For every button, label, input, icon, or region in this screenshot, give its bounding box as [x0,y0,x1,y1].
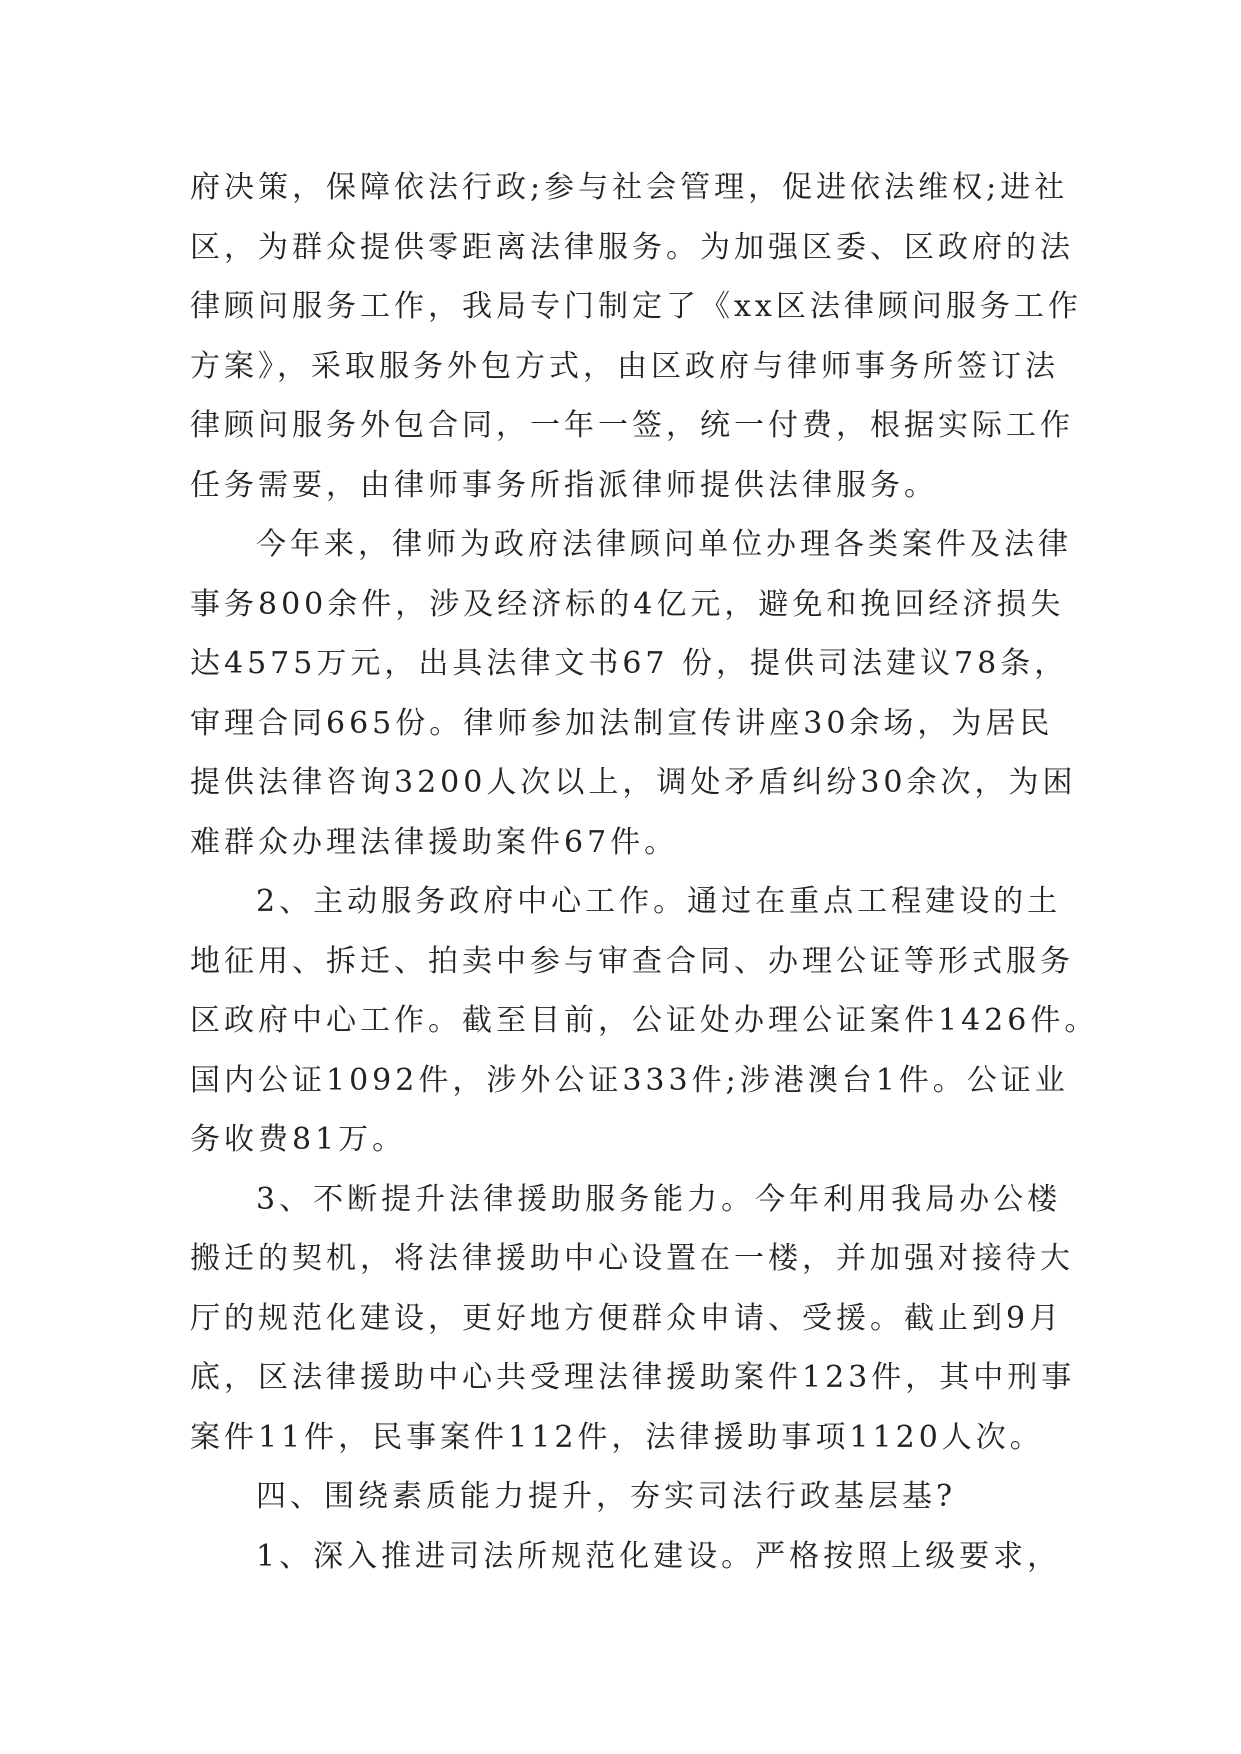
text-line: 审理合同665份。律师参加法制宣传讲座30余场，为居民 [190,705,1054,741]
text-line: 区，为群众提供零距离法律服务。为加强区委、区政府的法 [190,229,1074,265]
text-line: 任务需要，由律师事务所指派律师提供法律服务。 [190,467,938,503]
text-line: 案件11件，民事案件112件，法律援助事项1120人次。 [190,1419,1044,1455]
text-line: 府决策，保障依法行政;参与社会管理，促进依法维权;进社 [190,170,1069,205]
text-line: 律顾问服务工作，我局专门制定了《xx区法律顾问服务工作 [190,289,1082,324]
text-line: 搬迁的契机，将法律援助中心设置在一楼，并加强对接待大 [190,1241,1074,1276]
paragraph-first-line: 今年来，律师为政府法律顾问单位办理各类案件及法律 [256,527,1072,562]
text-line: 厅的规范化建设，更好地方便群众申请、受援。截止到9月 [190,1300,1064,1336]
text-line: 国内公证1092件，涉外公证333件;涉港澳台1件。公证业 [190,1062,1069,1098]
text-line: 提供法律咨询3200人次以上，调处矛盾纠纷30余次，为困 [190,765,1077,800]
text-line: 务收费81万。 [190,1122,407,1157]
text-line: 难群众办理法律援助案件67件。 [190,824,679,860]
paragraph-first-line: 2、主动服务政府中心工作。通过在重点工程建设的土 [256,884,1062,919]
paragraph-first-line: 3、不断提升法律援助服务能力。今年利用我局办公楼 [256,1181,1062,1217]
text-line: 事务800余件，涉及经济标的4亿元，避免和挽回经济损失 [190,586,1065,622]
text-line: 底，区法律援助中心共受理法律援助案件123件，其中刑事 [190,1360,1076,1395]
text-line: 方案》，采取服务外包方式，由区政府与律师事务所签订法 [190,348,1059,384]
text-line: 律顾问服务外包合同，一年一签，统一付费，根据实际工作 [190,408,1074,443]
document-body [190,158,1099,1586]
paragraph-first-line: 1、深入推进司法所规范化建设。严格按照上级要求， [256,1538,1062,1574]
text-line: 达4575万元，出具法律文书67 份，提供司法建议78条， [190,646,1069,681]
text-line: 地征用、拆迁、拍卖中参与审查合同、办理公证等形式服务 [190,943,1074,979]
section-heading: 四、围绕素质能力提升，夯实司法行政基层基? [256,1479,957,1514]
text-line: 区政府中心工作。截至目前，公证处办理公证案件1426件。 [190,1003,1099,1038]
